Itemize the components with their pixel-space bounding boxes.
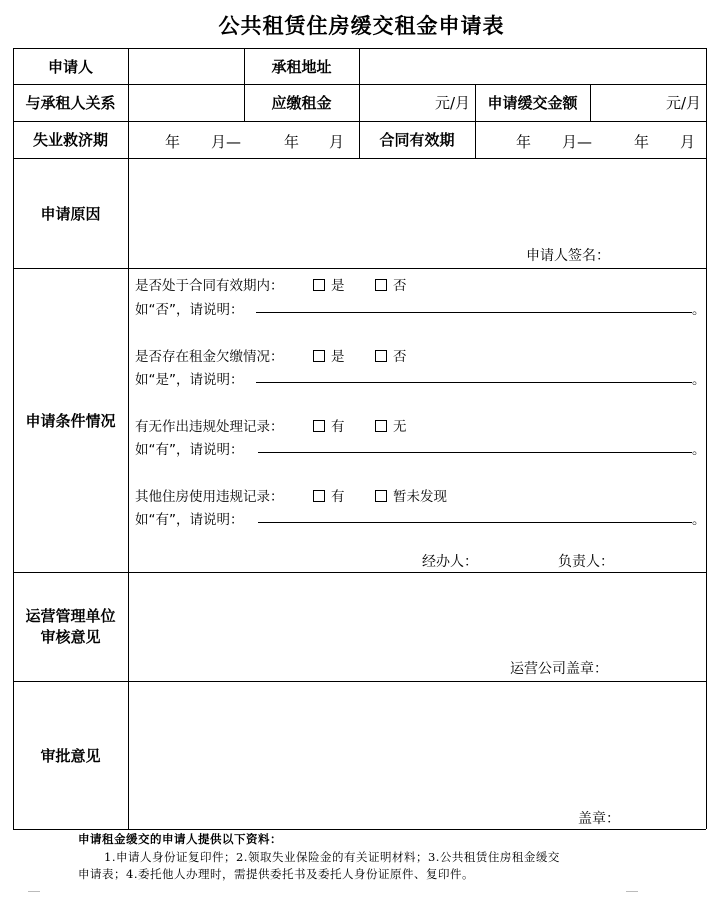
relation-field[interactable] — [129, 85, 244, 121]
responsible-label: 负责人： — [558, 554, 614, 570]
checkbox-icon — [375, 350, 387, 362]
rent-due-unit: 元/月 — [434, 94, 470, 112]
checkbox-icon — [375, 279, 387, 291]
q4-explain-line[interactable] — [258, 522, 692, 523]
q4-text: 其他住房使用违规记录： — [135, 489, 284, 505]
form-title: 公共租赁住房缓交租金申请表 — [218, 14, 505, 38]
checkbox-icon — [375, 490, 387, 502]
reason-label: 申请原因 — [40, 204, 101, 223]
notes-line-2: 申请表；4.委托他人办理时，需提供委托书及委托人身份证原件、复印件。 — [78, 867, 474, 881]
approval-seal-label: 盖章： — [578, 811, 620, 827]
rent-due-field[interactable] — [360, 84, 470, 121]
rent-due-label: 应缴租金 — [271, 94, 332, 112]
notes-heading: 申请租金缓交的申请人提供以下资料： — [78, 832, 282, 846]
q4-end-mark: 。 — [692, 512, 706, 528]
relation-label: 与承租人关系 — [25, 94, 116, 112]
q4-explain-label: 如“有”，请说明： — [135, 512, 244, 528]
rental-address-field[interactable] — [360, 49, 706, 84]
q1-explain-label: 如“否”，请说明： — [135, 302, 244, 318]
checkbox-icon — [313, 279, 325, 291]
notes-line-1: 1.申请人身份证复印件；2.领取失业保险金的有关证明材料；3.公共租赁住房租金缓交 — [104, 850, 560, 864]
unemployment-period-field[interactable]: 年 月— 年 月 — [165, 133, 345, 151]
operator-seal-label: 运营公司盖章： — [510, 661, 608, 677]
q3-text: 有无作出违规处理记录： — [135, 419, 284, 435]
unemployment-period-label: 失业救济期 — [32, 131, 108, 149]
q3-end-mark: 。 — [692, 442, 706, 458]
q3-explain-label: 如“有”，请说明： — [135, 442, 244, 458]
q2-text: 是否存在租金欠缴情况： — [135, 349, 284, 365]
q4-option-a[interactable]: 有 — [313, 485, 345, 505]
q2-end-mark: 。 — [692, 372, 706, 388]
deferral-amount-unit: 元/月 — [665, 94, 701, 112]
review-label: 运营管理单位 审核意见 — [25, 606, 116, 646]
checkbox-icon — [313, 490, 325, 502]
applicant-label: 申请人 — [47, 57, 93, 76]
q3-option-a[interactable]: 有 — [313, 415, 345, 435]
deferral-amount-field[interactable] — [591, 84, 701, 121]
q1-option-b[interactable]: 否 — [375, 274, 407, 294]
q3-explain-line[interactable] — [258, 452, 692, 453]
checkbox-icon — [313, 350, 325, 362]
review-field[interactable] — [129, 573, 706, 681]
conditions-label: 申请条件情况 — [25, 411, 116, 430]
page-corner-mark — [28, 891, 40, 892]
q2-explain-line[interactable] — [256, 382, 692, 383]
applicant-signature-label: 申请人签名： — [526, 248, 610, 264]
applicant-field[interactable] — [129, 49, 244, 84]
page-corner-mark — [626, 891, 638, 892]
rental-address-label: 承租地址 — [271, 57, 332, 76]
q4-option-b[interactable]: 暂未发现 — [375, 485, 447, 505]
approval-field[interactable] — [129, 682, 706, 829]
q2-explain-label: 如“是”，请说明： — [135, 372, 244, 388]
q1-end-mark: 。 — [692, 302, 706, 318]
reason-field[interactable] — [129, 159, 706, 268]
deferral-amount-label: 申请缓交金额 — [487, 94, 578, 112]
q2-option-a[interactable]: 是 — [313, 345, 345, 365]
q3-option-b[interactable]: 无 — [375, 415, 407, 435]
checkbox-icon — [313, 420, 325, 432]
q1-text: 是否处于合同有效期内： — [135, 278, 284, 294]
handler-label: 经办人： — [422, 554, 478, 570]
q2-option-b[interactable]: 否 — [375, 345, 407, 365]
contract-period-label: 合同有效期 — [379, 131, 455, 149]
approval-label: 审批意见 — [40, 746, 101, 765]
q1-explain-line[interactable] — [256, 312, 692, 313]
contract-period-field[interactable]: 年 月— 年 月 — [516, 133, 696, 151]
checkbox-icon — [375, 420, 387, 432]
q1-option-a[interactable]: 是 — [313, 274, 345, 294]
